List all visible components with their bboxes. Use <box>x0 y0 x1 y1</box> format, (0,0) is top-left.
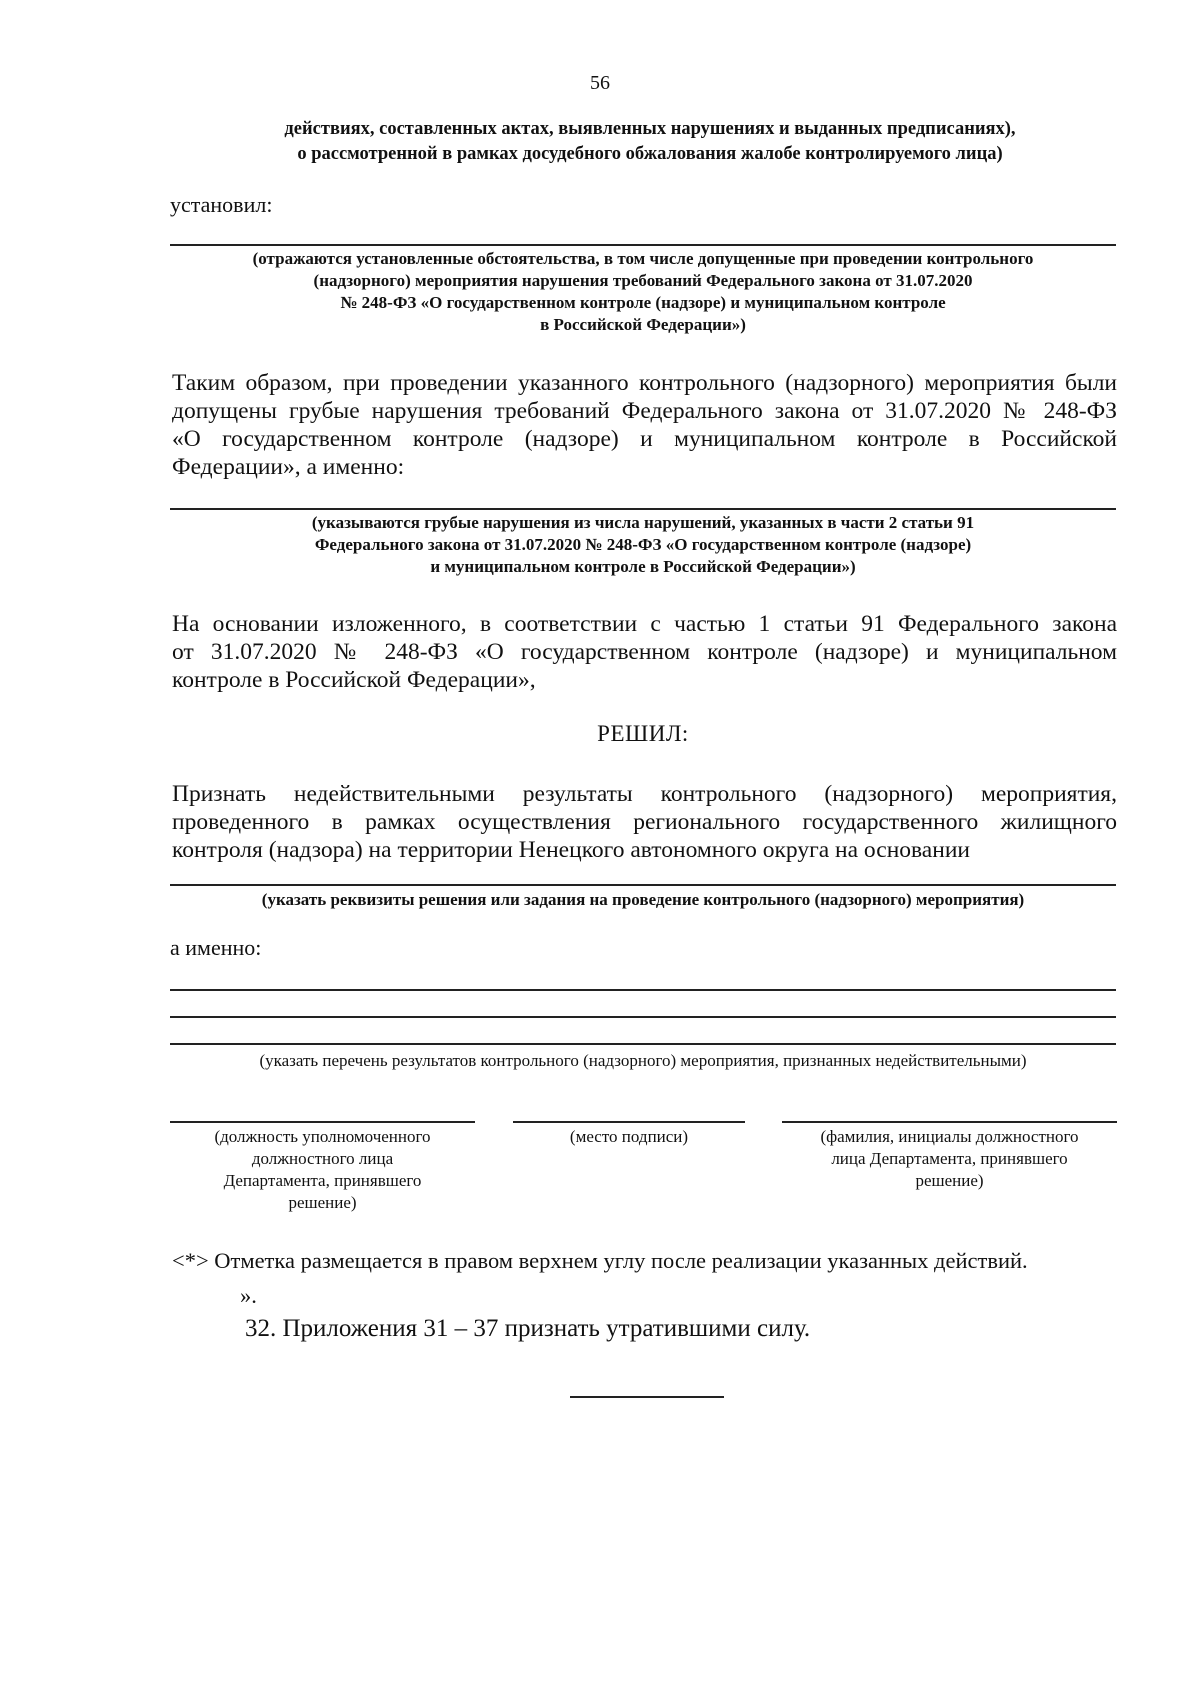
namely-label: а именно: <box>170 935 262 960</box>
violations-fill-line <box>170 508 1116 510</box>
paragraph-line: проведенного в рамках осуществления регионального государственного жилищного <box>172 809 1117 835</box>
caption-line: (надзорного) мероприятия нарушения требований Федерального закона от 31.07.2020 <box>313 271 973 290</box>
appendix-item: 32. Приложения 31 – 37 признать утратившими силу. <box>245 1315 811 1342</box>
caption-line: Департамента, принявшего <box>223 1171 422 1190</box>
caption-line: (место подписи) <box>569 1127 689 1146</box>
paragraph-line: «О государственном контроле (надзоре) и муниципальном контроле в Российской <box>172 426 1117 452</box>
caption-line: решение) <box>915 1171 984 1190</box>
end-separator <box>570 1396 724 1398</box>
signature-position-caption <box>170 1126 475 1214</box>
decision-caption: (указать реквизиты решения или задания на проведение контрольного (надзорного) мероприятия) <box>261 890 1025 909</box>
signature-place-caption <box>513 1126 745 1148</box>
paragraph-line: Таким образом, при проведении указанного контрольного (надзорного) мероприятия были <box>172 370 1117 396</box>
signature-position-line <box>170 1121 475 1123</box>
caption-line: должностного лица <box>251 1149 394 1168</box>
caption-line: (должность уполномоченного <box>214 1127 431 1146</box>
caption-line: (указываются грубые нарушения из числа нарушений, указанных в части 2 статьи 91 <box>311 513 975 532</box>
established-label: установил: <box>170 192 273 217</box>
caption-line: и муниципальном контроле в Российской Федерации») <box>430 557 856 576</box>
decision-paragraph <box>172 780 1117 864</box>
namely-fill-line <box>170 1043 1116 1045</box>
caption-line: № 248-ФЗ «О государственном контроле (надзоре) и муниципальном контроле <box>340 293 946 312</box>
caption-line: лица Департамента, принявшего <box>831 1149 1068 1168</box>
signature-name-line <box>782 1121 1117 1123</box>
results-caption: (указать перечень результатов контрольного (надзорного) мероприятия, признанных недействительными) <box>259 1051 1027 1070</box>
paragraph-line: Признать недействительными результаты контрольного (надзорного) мероприятия, <box>172 781 1117 807</box>
violations-caption <box>170 512 1116 578</box>
header-note <box>170 117 1130 167</box>
established-caption <box>170 248 1116 336</box>
namely-fill-line <box>170 1016 1116 1018</box>
established-fill-line <box>170 244 1116 246</box>
caption-line: (отражаются установленные обстоятельства, в том числе допущенные при проведении контрольного <box>252 249 1034 268</box>
paragraph-line: Федерации», а именно: <box>172 454 405 480</box>
header-note-line: о рассмотренной в рамках досудебного обжалования жалобе контролируемого лица) <box>297 144 1003 164</box>
footnote: <*> Отметка размещается в правом верхнем углу после реализации указанных действий. <box>172 1248 1028 1273</box>
violations-paragraph <box>172 369 1117 481</box>
header-note-line: действиях, составленных актах, выявленных нарушениях и выданных предписаниях), <box>284 119 1016 139</box>
signature-name-caption <box>782 1126 1117 1192</box>
paragraph-line: На основании изложенного, в соответствии с частью 1 статьи 91 Федерального закона <box>172 611 1117 637</box>
signature-place-line <box>513 1121 745 1123</box>
paragraph-line: допущены грубые нарушения требований Федерального закона от 31.07.2020 № 248-ФЗ <box>172 398 1117 424</box>
paragraph-line: контроле в Российской Федерации», <box>172 667 536 693</box>
closing-quote: ». <box>240 1283 257 1308</box>
caption-line: решение) <box>288 1193 357 1212</box>
caption-line: в Российской Федерации») <box>540 315 746 334</box>
paragraph-line: от 31.07.2020 № 248-ФЗ «О государственном контроле (надзоре) и муниципальном <box>172 639 1117 665</box>
decision-fill-line <box>170 884 1116 886</box>
page-number: 56 <box>590 72 610 94</box>
decided-heading: РЕШИЛ: <box>597 721 689 746</box>
caption-line: Федерального закона от 31.07.2020 № 248-ФЗ «О государственном контроле (надзоре) <box>314 535 972 554</box>
basis-paragraph <box>172 610 1117 694</box>
caption-line: (фамилия, инициалы должностного <box>820 1127 1079 1146</box>
paragraph-line: контроля (надзора) на территории Ненецкого автономного округа на основании <box>172 837 970 863</box>
namely-fill-line <box>170 989 1116 991</box>
